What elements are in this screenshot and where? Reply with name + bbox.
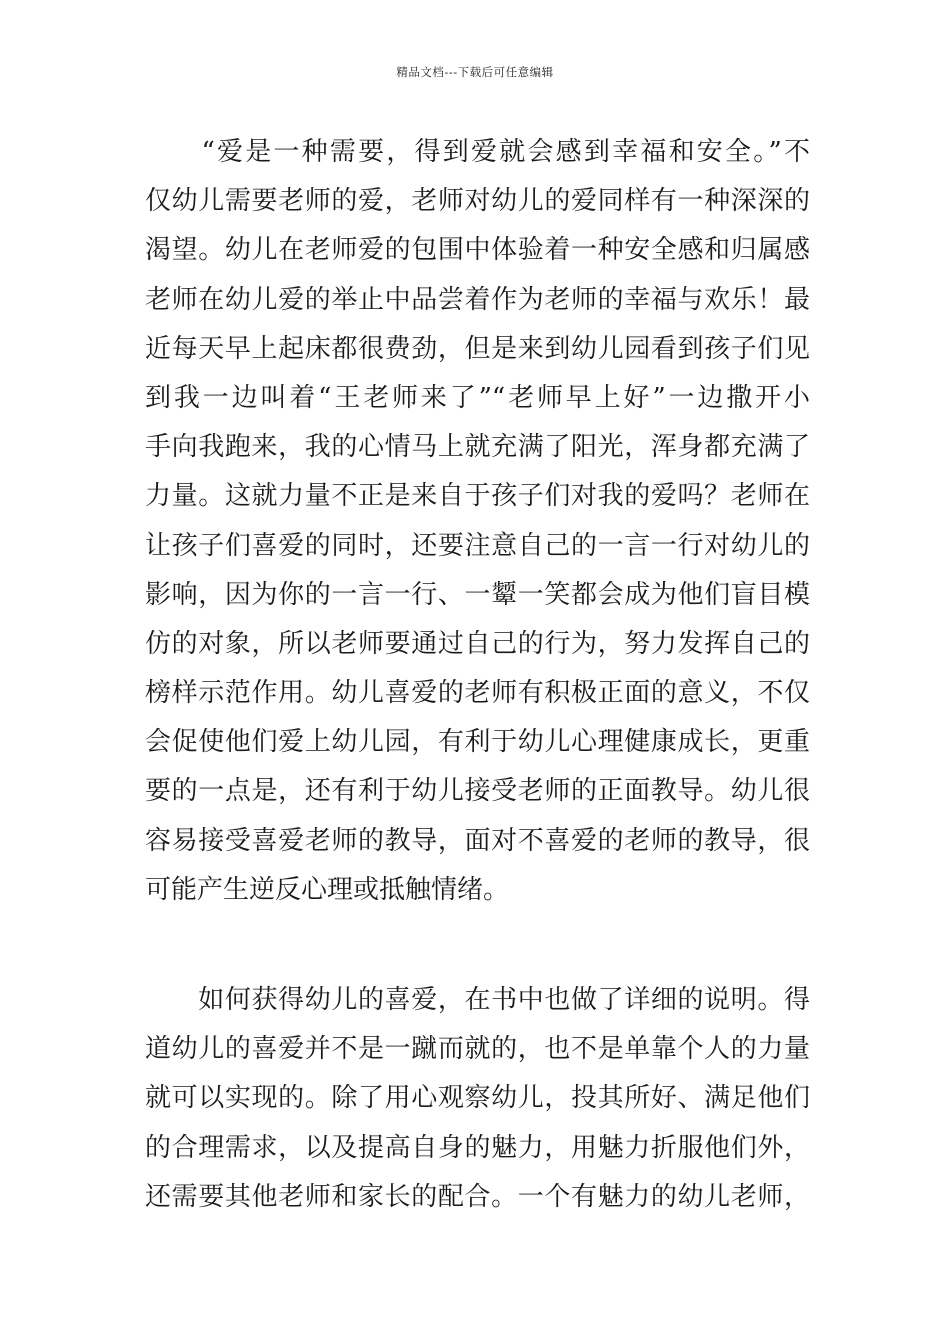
paragraph-line: 要的一点是，还有利于幼儿接受老师的正面教导。幼儿很 [145, 776, 810, 807]
paragraph-line: 会促使他们爱上幼儿园，有利于幼儿心理健康成长，更重 [145, 727, 810, 758]
paragraph-line: 老师在幼儿爱的举止中品尝着作为老师的幸福与欢乐！最 [145, 284, 810, 315]
paragraph-line: 还需要其他老师和家长的配合。一个有魅力的幼儿老师， [145, 1181, 810, 1212]
paragraph-2 [145, 976, 810, 1222]
paragraph-line: 道幼儿的喜爱并不是一蹴而就的，也不是单靠个人的力量 [145, 1034, 810, 1065]
paragraph-line: 手向我跑来，我的心情马上就充满了阳光，浑身都充满了 [145, 432, 810, 463]
paragraph-line: 仿的对象，所以老师要通过自己的行为，努力发挥自己的 [145, 628, 810, 659]
paragraph-line: 仅幼儿需要老师的爱，老师对幼儿的爱同样有一种深深的 [145, 186, 810, 217]
paragraph-line: 榜样示范作用。幼儿喜爱的老师有积极正面的意义，不仅 [145, 678, 810, 709]
paragraph-line: 力量。这就力量不正是来自于孩子们对我的爱吗？老师在 [145, 481, 810, 512]
paragraph-line: 如何获得幼儿的喜爱，在书中也做了详细的说明。得 [145, 985, 810, 1015]
page-header: 精品文档---下载后可任意编辑 [396, 65, 554, 79]
paragraph-line: 到我一边叫着“王老师来了”“老师早上好”一边撒开小 [145, 382, 810, 413]
paragraph-line: 的合理需求，以及提高自身的魅力，用魅力折服他们外， [145, 1132, 810, 1163]
paragraph-line: 可能产生逆反心理或抵触情绪。 [145, 874, 510, 905]
paragraph-line: “爱是一种需要，得到爱就会感到幸福和安全。”不 [145, 137, 810, 167]
paragraph-line: 就可以实现的。除了用心观察幼儿，投其所好、满足他们 [145, 1083, 810, 1114]
paragraph-line: 影响，因为你的一言一行、一颦一笑都会成为他们盲目模 [145, 579, 810, 610]
paragraph-1 [145, 128, 810, 915]
paragraph-line: 让孩子们喜爱的同时，还要注意自己的一言一行对幼儿的 [145, 530, 810, 561]
paragraph-line: 容易接受喜爱老师的教导，面对不喜爱的老师的教导，很 [145, 825, 810, 856]
paragraph-line: 近每天早上起床都很费劲，但是来到幼儿园看到孩子们见 [145, 333, 810, 364]
paragraph-line: 渴望。幼儿在老师爱的包围中体验着一种安全感和归属感 [145, 235, 810, 266]
